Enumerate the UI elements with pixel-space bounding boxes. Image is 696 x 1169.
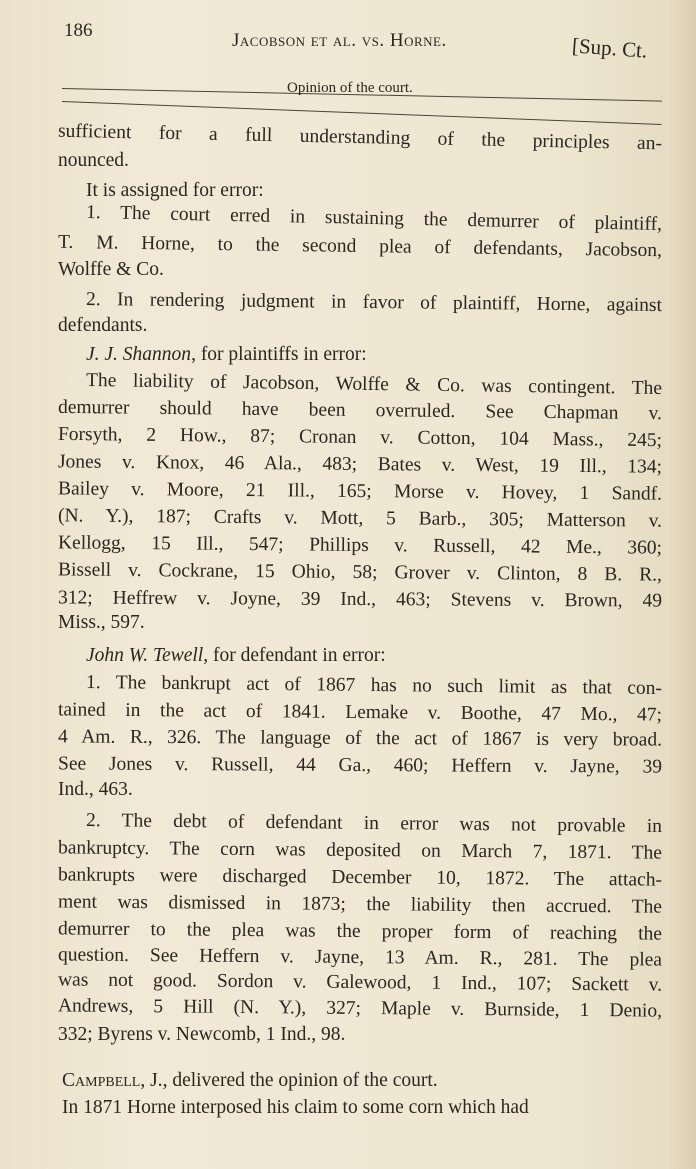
text-line: Bailey v. Moore, 21 Ill., 165; Morse v. Hovey, 1 Sandf.	[57, 478, 663, 505]
text-line: Jones v. Knox, 46 Ala., 483; Bates v. West, 19 Ill., 134;	[57, 451, 663, 478]
text-line: (N. Y.), 187; Crafts v. Mott, 5 Barb., 305; Matterson v.	[57, 505, 663, 532]
text-line: 312; Heffrew v. Joyne, 39 Ind., 463; Stevens v. Brown, 49	[57, 587, 663, 612]
text-line: 1. The bankrupt act of 1867 has no such limit as that con-	[85, 671, 663, 700]
text-line: bankrupts were discharged December 10, 1872. The attach-	[57, 864, 663, 891]
page-number: 186	[64, 20, 93, 41]
text-line: question. See Heffern v. Jayne, 13 Am. R., 281. The plea	[57, 944, 663, 971]
running-title: Jacobson et al. vs. Horne.	[232, 30, 447, 51]
text-line: In 1871 Horne interposed his claim to some corn which had	[62, 1097, 529, 1118]
text-line: Kellogg, 15 Ill., 547; Phillips v. Russell, 42 Me., 360;	[57, 532, 663, 559]
text-line: , for defendant in error:	[203, 645, 386, 666]
text-line: 2. In rendering judgment in favor of plaintiff, Horne, against	[85, 288, 663, 317]
text-line: demurrer to the plea was the proper form of reaching the	[57, 918, 663, 945]
text-line: tained in the act of 1841. Lemake v. Boothe, 47 Mo., 47;	[57, 699, 663, 726]
text-line: ment was dismissed in 1873; the liability then accrued. The	[57, 891, 663, 918]
text-line: Miss., 597.	[58, 612, 145, 633]
text-line: defendants.	[58, 315, 148, 336]
text-line: sufficient for a full understanding of the principles an-	[57, 120, 663, 155]
text-line: , delivered the opinion of the court.	[162, 1070, 438, 1091]
text-line: Wolffe & Co.	[58, 259, 164, 280]
header-rule-bottom	[62, 101, 662, 125]
text-line: See Jones v. Russell, 44 Ga., 460; Heffern v. Jayne, 39	[57, 753, 663, 778]
text-line: 1. The court erred in sustaining the demurrer of plaintiff,	[85, 201, 663, 236]
text-line: 332; Byrens v. Newcomb, 1 Ind., 98.	[58, 1024, 346, 1045]
text-line: Andrews, 5 Hill (N. Y.), 327; Maple v. Burnside, 1 Denio,	[57, 995, 663, 1022]
text-line: demurrer should have been overruled. See Chapman v.	[57, 396, 663, 425]
text-line: The liability of Jacobson, Wolffe & Co. was contingent. The	[85, 369, 663, 400]
section-title: Opinion of the court.	[287, 80, 413, 96]
counsel-line	[86, 645, 662, 667]
text-line: was not good. Sordon v. Galewood, 1 Ind., 107; Sackett v.	[57, 969, 663, 996]
text-line: 4 Am. R., 326. The language of the act of 1867 is very broad.	[57, 726, 663, 751]
counsel-line	[86, 344, 662, 366]
opinion-intro	[62, 1070, 666, 1092]
text-line: bankruptcy. The corn was deposited on March 7, 1871. The	[57, 837, 663, 864]
text-line: 2. The debt of defendant in error was not provable in	[85, 809, 663, 838]
text-line: Ind., 463.	[58, 779, 133, 800]
text-line: Forsyth, 2 How., 87; Cronan v. Cotton, 104 Mass., 245;	[57, 423, 663, 452]
text-line: , for plaintiffs in error:	[191, 344, 367, 365]
court-label: [Sup. Ct.	[571, 33, 649, 63]
judge-name: Campbell, J.	[62, 1070, 163, 1091]
text-line: T. M. Horne, to the second plea of defendants, Jacobson,	[57, 231, 663, 262]
counsel-name: John W. Tewell	[86, 645, 204, 666]
text-line: It is assigned for error:	[86, 180, 264, 201]
counsel-name: J. J. Shannon	[86, 344, 192, 365]
text-line: nounced.	[58, 150, 129, 171]
text-line: Bissell v. Cockrane, 15 Ohio, 58; Grover v. Clinton, 8 B. R.,	[57, 559, 663, 586]
